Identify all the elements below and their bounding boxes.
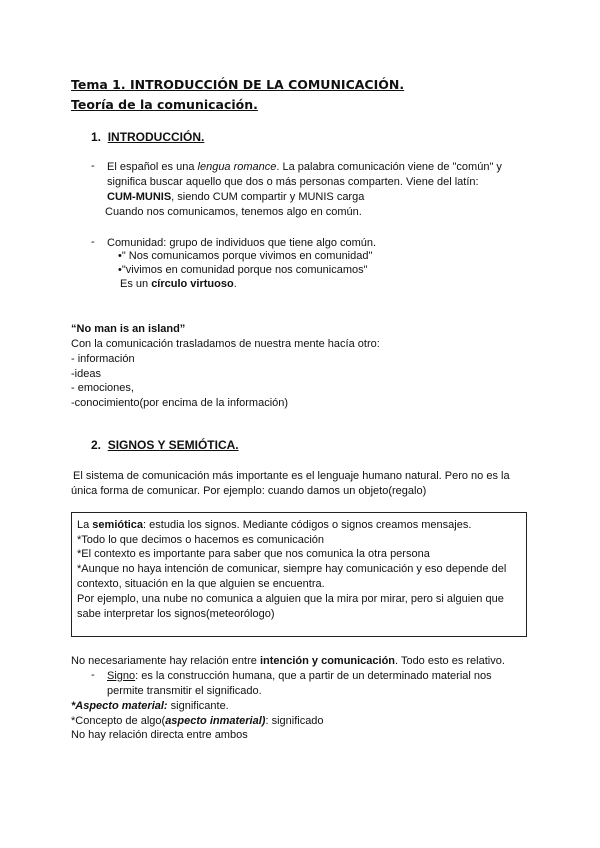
page-title: Tema 1. INTRODUCCIÓN DE LA COMUNICACIÓN. [71,77,405,92]
list-item: - información [71,353,135,365]
paragraph-line [71,699,229,713]
text-run: : significado [265,715,324,727]
paragraph-line: No hay relación directa entre ambos [71,729,248,741]
paragraph-line: Comunidad: grupo de individuos que tiene algo común. [107,237,377,249]
text-run-bold: círculo virtuoso [151,278,234,290]
text-run-underline: Signo [107,670,136,682]
paragraph-line: •" Nos comunicamos porque vivimos en comunidad" [118,250,373,262]
text-run: : es la construcción humana, que a partir de un determinado material nos [135,670,492,682]
text-run-italic: lengua romance [197,161,277,173]
text-run-bold-italic: *Aspecto material: [71,700,168,712]
text-run: significante. [167,700,229,712]
box-line: sabe interpretar los signos(meteorólogo) [77,608,275,620]
text-run-bold-italic: aspecto inmaterial) [165,715,266,727]
text-run: Es un [120,278,152,290]
text-run: El español es una [107,161,198,173]
page-subtitle: Teoría de la comunicación. [71,97,258,112]
list-item: -ideas [71,368,101,380]
list-item: - emociones, [71,382,134,394]
bullet-dash: - [91,160,95,172]
quote: “No man is an island” [71,323,186,335]
section-label: SIGNOS Y SEMIÓTICA. [107,438,239,452]
section-number: 2. [91,438,102,452]
section-heading-signos [91,438,239,452]
paragraph-line [107,190,364,204]
list-item: -conocimiento(por encima de la información) [71,397,289,409]
section-number: 1. [91,130,102,144]
paragraph-line [120,277,237,291]
paragraph-line [71,654,505,668]
box-line [77,518,471,532]
bullet-dash: - [91,236,95,248]
box-line: *Aunque no haya intención de comunicar, siempre hay comunicación y eso depende del [77,563,507,575]
box-line: *Todo lo que decimos o hacemos es comunicación [77,534,325,546]
text-run: . [233,278,237,290]
section-heading-introduccion [91,130,204,144]
text-run: La [77,519,93,531]
paragraph-line [107,160,502,174]
paragraph-line: significa buscar aquello que dos o más personas comparten. Viene del latín: [107,176,479,188]
paragraph-line: única forma de comunicar. Por ejemplo: cuando damos un objeto(regalo) [71,485,427,497]
box-line: *El contexto es importante para saber que nos comunica la otra persona [77,548,430,560]
section-label: INTRODUCCIÓN. [107,130,205,144]
text-run-bold: semiótica [92,519,144,531]
paragraph-line: permite transmitir el significado. [107,685,262,697]
box-line: Por ejemplo, una nube no comunica a alguien que la mira por mirar, pero si alguien que [77,593,504,605]
text-run: . La palabra comunicación viene de "común" y [276,161,502,173]
text-run-bold: CUM-MUNIS [107,191,172,203]
text-run: No necesariamente hay relación entre [71,655,260,667]
paragraph-line: El sistema de comunicación más importante es el lenguaje humano natural. Pero no es la [73,470,510,482]
list-intro: Con la comunicación trasladamos de nuestra mente hacía otro: [71,338,380,350]
paragraph-line [107,669,492,683]
text-run: , siendo CUM compartir y MUNIS carga [171,191,365,203]
box-line: contexto, situación en la que alguien se encuentra. [77,578,325,590]
text-run-bold: intención y comunicación [259,655,396,667]
paragraph-line: Cuando nos comunicamos, tenemos algo en común. [105,206,362,218]
bullet-dash: - [91,669,95,681]
paragraph-line [71,714,324,728]
text-run: *Concepto de algo( [71,715,166,727]
paragraph-line: •"vivimos en comunidad porque nos comunicamos" [118,264,368,276]
text-run: : estudia los signos. Mediante códigos o signos creamos mensajes. [143,519,472,531]
text-run: . Todo esto es relativo. [395,655,505,667]
